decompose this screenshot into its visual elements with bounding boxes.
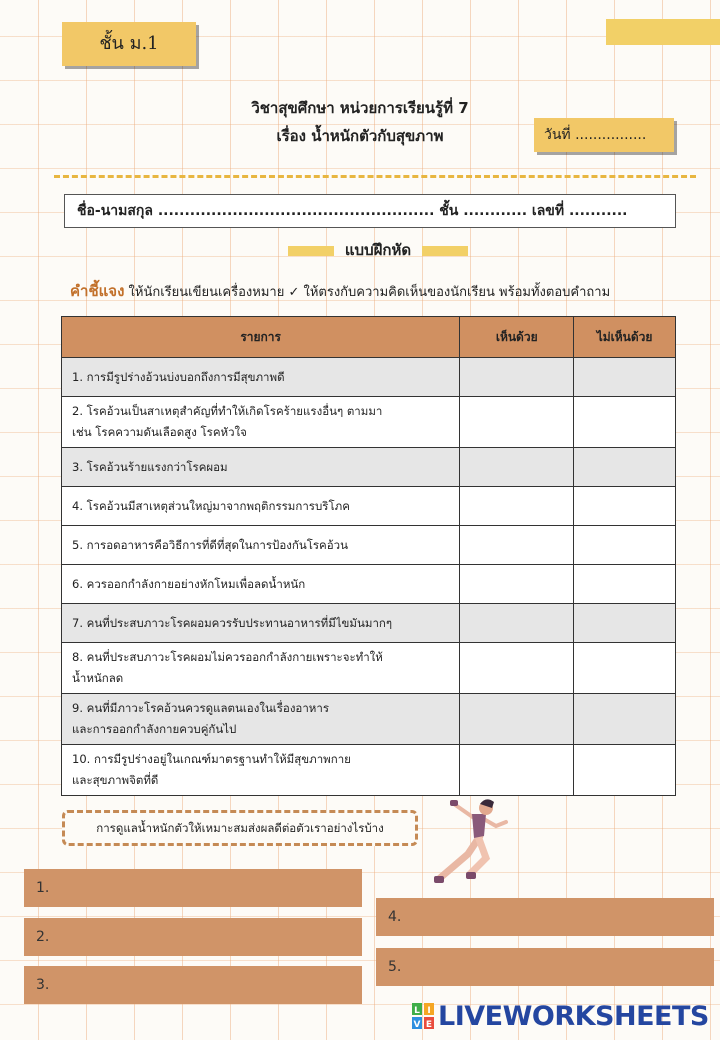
disagree-checkbox[interactable] [574, 565, 676, 604]
agree-checkbox[interactable] [460, 745, 574, 796]
liveworksheets-logo-icon [412, 1003, 434, 1029]
svg-text:E: E [425, 1020, 433, 1029]
table-row [62, 526, 676, 565]
statement: 9. คนที่มีภาวะโรคอ้วนควรดูแลตนเองในเรื่องอาหาร และการออกกำลังกายควบคู่กันไป [62, 694, 460, 745]
statement: 2. โรคอ้วนเป็นสาเหตุสำคัญที่ทำให้เกิดโรคร้ายแรงอื่นๆ ตามมา เช่น โรคความดันเลือดสูง โรคหัวใจ [62, 397, 460, 448]
disagree-checkbox[interactable] [574, 526, 676, 565]
answer-field-3[interactable]: 3. [24, 966, 362, 1004]
student-info-field[interactable]: ชื่อ-นามสกุล .................................................... ชั้น ............ เลขที่ ........... [64, 194, 676, 228]
table-header-row [62, 317, 676, 358]
title-bar-left [288, 246, 334, 256]
liveworksheets-wordmark: LIVEWORKSHEETS [438, 1000, 709, 1032]
header-item: รายการ [62, 317, 460, 358]
statement: 1. การมีรูปร่างอ้วนบ่งบอกถึงการมีสุขภาพดี [62, 358, 460, 397]
svg-text:L: L [414, 1006, 420, 1016]
agree-checkbox[interactable] [460, 448, 574, 487]
statement: 4. โรคอ้วนมีสาเหตุส่วนใหญ่มาจากพฤติกรรมการบริโภค [62, 487, 460, 526]
table-row [62, 487, 676, 526]
agree-checkbox[interactable] [460, 487, 574, 526]
agree-checkbox[interactable] [460, 604, 574, 643]
statement: 6. ควรออกกำลังกายอย่างหักโหมเพื่อลดน้ำหนัก [62, 565, 460, 604]
table-row [62, 694, 676, 745]
header-disagree: ไม่เห็นด้วย [574, 317, 676, 358]
disagree-checkbox[interactable] [574, 448, 676, 487]
agree-checkbox[interactable] [460, 358, 574, 397]
table-row [62, 448, 676, 487]
table-row [62, 643, 676, 694]
runner-illustration [426, 796, 526, 892]
subject-heading [150, 94, 570, 150]
header-agree: เห็นด้วย [460, 317, 574, 358]
agree-checkbox[interactable] [460, 526, 574, 565]
disagree-checkbox[interactable] [574, 358, 676, 397]
divider [54, 175, 696, 178]
subject-line-1: วิชาสุขศึกษา หน่วยการเรียนรู้ที่ 7 [251, 99, 469, 117]
subject-line-2: เรื่อง น้ำหนักตัวกับสุขภาพ [276, 127, 444, 145]
disagree-checkbox[interactable] [574, 643, 676, 694]
statement: 7. คนที่ประสบภาวะโรคผอมควรรับประทานอาหารที่มีไขมันมากๆ [62, 604, 460, 643]
date-field[interactable]: วันที่ ................ [534, 118, 674, 152]
statement: 3. โรคอ้วนร้ายแรงกว่าโรคผอม [62, 448, 460, 487]
agree-checkbox[interactable] [460, 694, 574, 745]
svg-text:I: I [427, 1006, 431, 1016]
agree-checkbox[interactable] [460, 565, 574, 604]
grade-tag: ชั้น ม.1 [62, 22, 196, 66]
exercise-title [288, 238, 468, 262]
instruction [70, 279, 710, 305]
svg-text:V: V [413, 1020, 421, 1029]
answer-field-2[interactable]: 2. [24, 918, 362, 956]
agree-checkbox[interactable] [460, 643, 574, 694]
table-row [62, 358, 676, 397]
disagree-checkbox[interactable] [574, 604, 676, 643]
exercise-title-text: แบบฝึกหัด [344, 241, 412, 259]
liveworksheets-brand [412, 1000, 712, 1032]
disagree-checkbox[interactable] [574, 694, 676, 745]
answer-field-1[interactable]: 1. [24, 869, 362, 907]
agree-checkbox[interactable] [460, 397, 574, 448]
instruction-text: ให้นักเรียนเขียนเครื่องหมาย ✓ ให้ตรงกับความคิดเห็นของนักเรียน พร้อมทั้งตอบคำถาม [124, 285, 611, 300]
title-bar-right [422, 246, 468, 256]
question-box: การดูแลน้ำหนักตัวให้เหมาะสมส่งผลดีต่อตัวเราอย่างไรบ้าง [62, 810, 418, 846]
answer-field-5[interactable]: 5. [376, 948, 714, 986]
corner-decoration [606, 19, 720, 45]
statement: 10. การมีรูปร่างอยู่ในเกณฑ์มาตรฐานทำให้มีสุขภาพกาย และสุขภาพจิตที่ดี [62, 745, 460, 796]
disagree-checkbox[interactable] [574, 487, 676, 526]
answer-field-4[interactable]: 4. [376, 898, 714, 936]
statement: 5. การอดอาหารคือวิธีการที่ดีที่สุดในการป้องกันโรคอ้วน [62, 526, 460, 565]
table-row [62, 604, 676, 643]
opinion-table [61, 316, 676, 796]
table-row [62, 565, 676, 604]
instruction-lead: คำชี้แจง [70, 282, 125, 300]
statement: 8. คนที่ประสบภาวะโรคผอมไม่ควรออกกำลังกายเพราะจะทำให้ น้ำหนักลด [62, 643, 460, 694]
table-row [62, 397, 676, 448]
disagree-checkbox[interactable] [574, 397, 676, 448]
disagree-checkbox[interactable] [574, 745, 676, 796]
table-row [62, 745, 676, 796]
